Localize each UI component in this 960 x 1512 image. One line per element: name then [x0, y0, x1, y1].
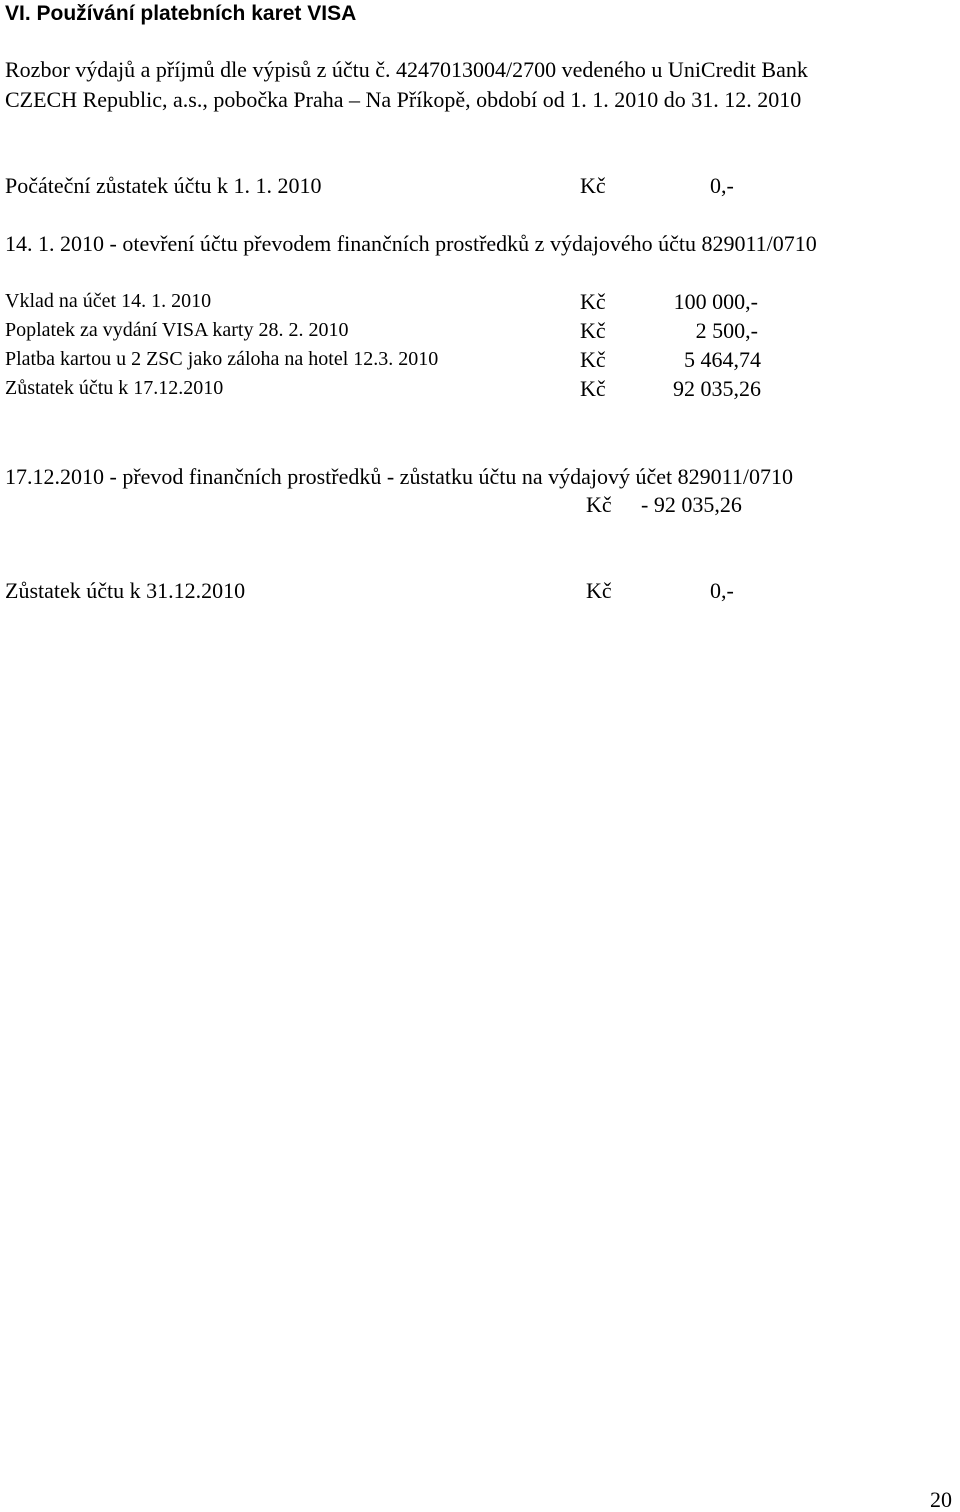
closing-balance-currency: Kč: [586, 578, 612, 603]
closing-balance-label: Zůstatek účtu k 31.12.2010: [5, 578, 246, 603]
section-heading: VI. Používání platebních karet VISA: [5, 2, 357, 25]
transfer-amount: - 92 035,26: [641, 492, 742, 517]
transaction-currency: Kč: [580, 347, 606, 372]
opening-balance-label: Počáteční zůstatek účtu k 1. 1. 2010: [5, 173, 322, 198]
transfer-currency: Kč: [586, 492, 612, 517]
transaction-currency: Kč: [580, 289, 606, 314]
intro-line-2: CZECH Republic, a.s., pobočka Praha – Na Příkopě, období od 1. 1. 2010 do 31. 12. 2010: [5, 87, 802, 112]
page-number: 20: [930, 1487, 952, 1512]
opening-balance-amount: 0,-: [710, 173, 734, 198]
transaction-amount: 100 000,-: [673, 289, 758, 314]
transaction-currency: Kč: [580, 376, 606, 401]
account-opening-note: 14. 1. 2010 - otevření účtu převodem finančních prostředků z výdajového účtu 829011/0710: [5, 231, 817, 256]
transfer-note: 17.12.2010 - převod finančních prostředků - zůstatku účtu na výdajový účet 829011/0710: [5, 464, 793, 489]
transaction-label: Platba kartou u 2 ZSC jako záloha na hotel 12.3. 2010: [5, 348, 439, 370]
closing-balance-amount: 0,-: [710, 578, 734, 603]
transaction-label: Poplatek za vydání VISA karty 28. 2. 2010: [5, 319, 349, 341]
transaction-amount: 92 035,26: [673, 376, 761, 401]
opening-balance-currency: Kč: [580, 173, 606, 198]
transaction-amount: 2 500,-: [695, 318, 758, 343]
transaction-label: Zůstatek účtu k 17.12.2010: [5, 377, 224, 399]
transaction-label: Vklad na účet 14. 1. 2010: [5, 290, 212, 312]
intro-line-1: Rozbor výdajů a příjmů dle výpisů z účtu č. 4247013004/2700 vedeného u UniCredit Bank: [5, 57, 808, 82]
transaction-amount: 5 464,74: [684, 347, 761, 372]
transaction-currency: Kč: [580, 318, 606, 343]
